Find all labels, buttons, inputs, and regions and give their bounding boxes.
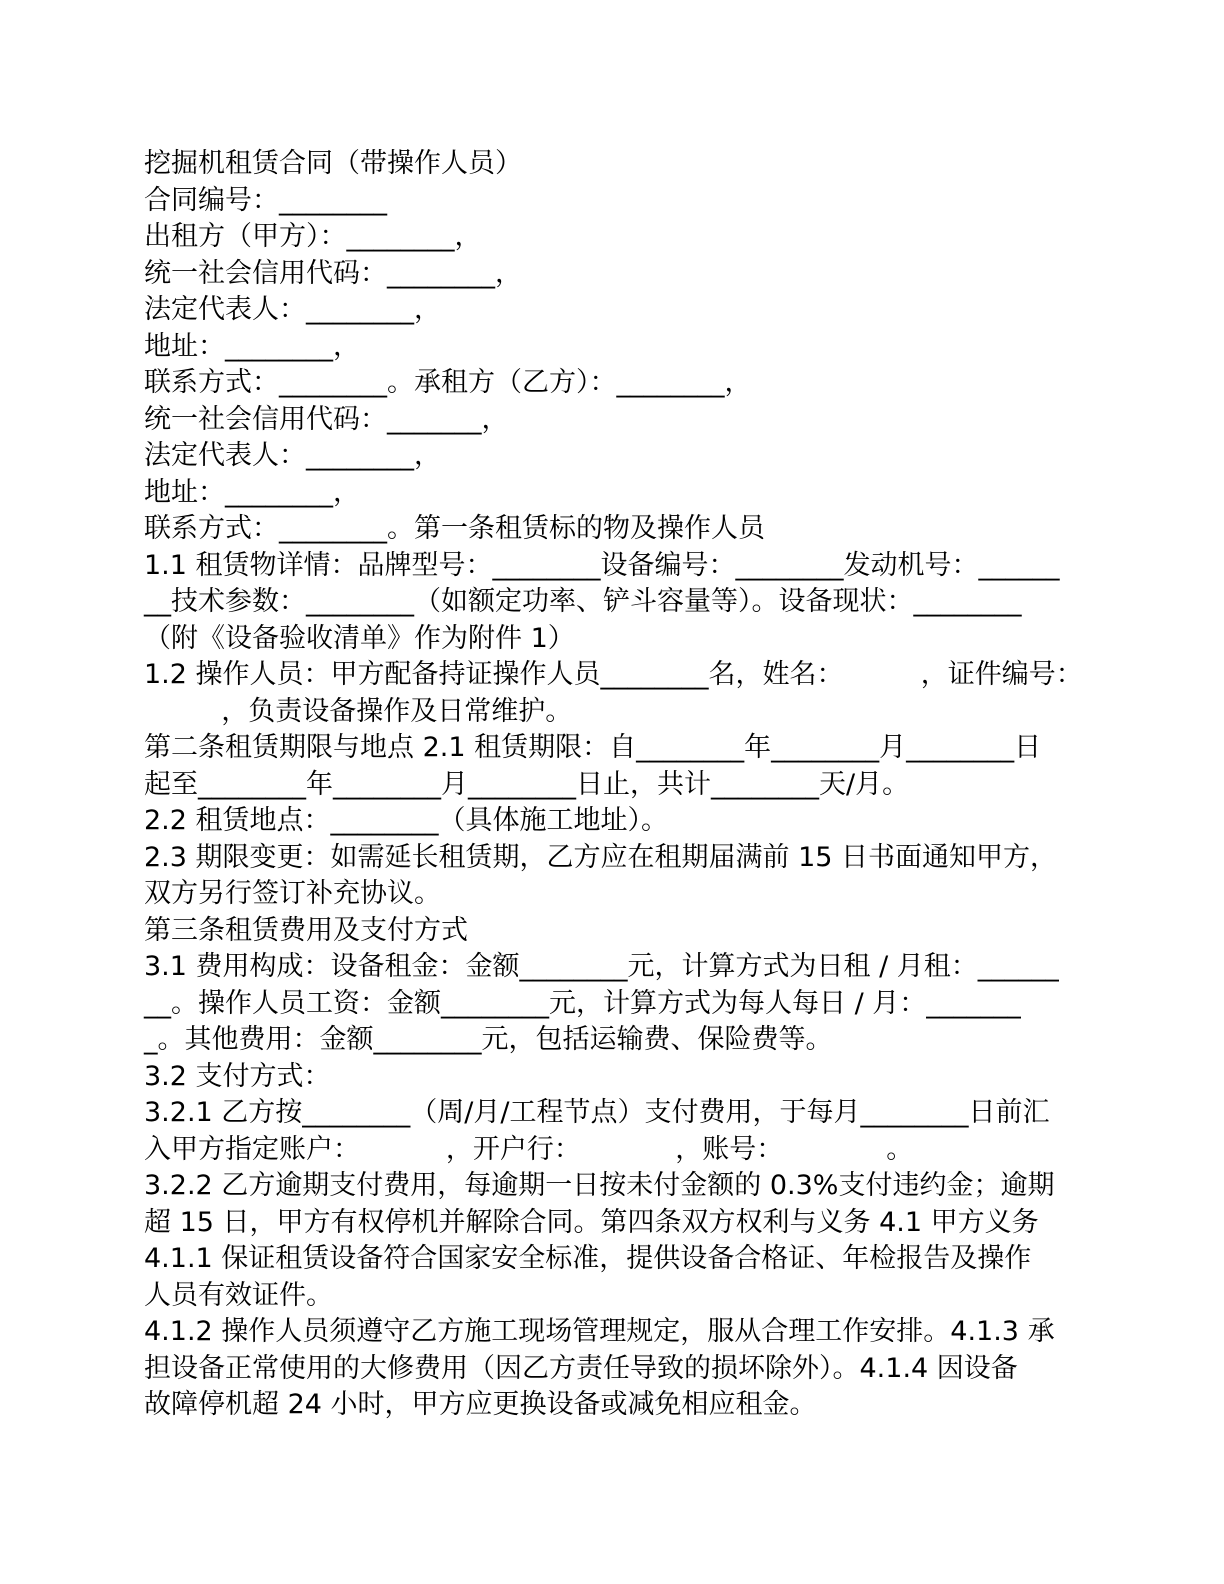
lessor-contact-lessee-line: 联系方式：________。承租方（乙方）：________， — [144, 367, 752, 398]
clause-3-2-heading: 3.2 支付方式： — [144, 1060, 331, 1092]
lessee-address-line: 地址：________， — [144, 476, 360, 508]
lessee-contact-article1-line: 联系方式：________。第一条租赁标的物及操作人员 — [144, 513, 765, 544]
article-2-line-2: 起至________年________月________日止，共计________天/月。 — [144, 768, 910, 800]
clause-3-2-1-line-2: 入甲方指定账户： ，开户行： ，账号： 。 — [144, 1133, 914, 1165]
clause-3-2-2-line-2: 超 15 日，甲方有权停机并解除合同。第四条双方权利与义务 4.1 甲方义务 — [144, 1206, 1039, 1238]
clause-3-2-1-line-1: 3.2.1 乙方按________（周/月/工程节点）支付费用，于每月________日前汇 — [144, 1097, 1050, 1128]
lessor-address-line: 地址：________， — [144, 330, 360, 362]
clause-3-1-line-1: 3.1 费用构成：设备租金：金额________元，计算方式为日租 / 月租：______ — [144, 951, 1059, 982]
clause-1-1-line-2: __技术参数：________（如额定功率、铲斗容量等）。设备现状：________ — [144, 586, 1022, 617]
document-title: 挖掘机租赁合同（带操作人员） — [144, 148, 522, 179]
clause-1-2-line-2: ，负责设备操作及日常维护。 — [144, 695, 573, 727]
lessee-legal-rep-line: 法定代表人：________， — [144, 440, 441, 471]
lessor-line: 出租方（甲方）：________， — [144, 221, 482, 252]
clause-4-1-1-line-2: 人员有效证件。 — [144, 1279, 333, 1311]
article-3-heading: 第三条租赁费用及支付方式 — [144, 914, 468, 946]
clause-2-3-line-2: 双方另行签订补充协议。 — [144, 878, 441, 909]
clause-3-2-2-line-1: 3.2.2 乙方逾期支付费用，每逾期一日按未付金额的 0.3%支付违约金；逾期 — [144, 1170, 1055, 1201]
clause-4-1-3-line-2: 担设备正常使用的大修费用（因乙方责任导致的损坏除外）。4.1.4 因设备 — [144, 1352, 1018, 1384]
contract-number-line: 合同编号：________ — [144, 184, 387, 216]
clause-2-2-line: 2.2 租赁地点：________（具体施工地址）。 — [144, 805, 669, 836]
clause-1-1-line-3: （附《设备验收清单》作为附件 1） — [144, 622, 575, 654]
clause-4-1-1-line-1: 4.1.1 保证租赁设备符合国家安全标准，提供设备合格证、年检报告及操作 — [144, 1243, 1032, 1274]
lessor-legal-rep-line: 法定代表人：________， — [144, 294, 441, 325]
article-2-line-1: 第二条租赁期限与地点 2.1 租赁期限：自________年________月________日 — [144, 732, 1042, 763]
clause-4-1-2-line-1: 4.1.2 操作人员须遵守乙方施工现场管理规定，服从合理工作安排。4.1.3 承 — [144, 1316, 1055, 1347]
lessee-credit-code-line: 统一社会信用代码：_______， — [144, 403, 509, 435]
lessor-credit-code-line: 统一社会信用代码：________， — [144, 257, 522, 289]
clause-2-3-line-1: 2.3 期限变更：如需延长租赁期，乙方应在租期届满前 15 日书面通知甲方， — [144, 841, 1058, 873]
document-body — [144, 146, 1090, 1424]
clause-1-2-line-1: 1.2 操作人员：甲方配备持证操作人员________名，姓名： ，证件编号： — [144, 659, 1083, 690]
clause-1-1-line-1: 1.1 租赁物详情：品牌型号：________设备编号：________发动机号：______ — [144, 549, 1060, 581]
clause-3-1-line-2: __。操作人员工资：金额________元，计算方式为每人每日 / 月：_______ — [144, 987, 1021, 1019]
clause-4-1-4-line-3: 故障停机超 24 小时，甲方应更换设备或减免相应租金。 — [144, 1389, 817, 1420]
clause-3-1-line-3: _。其他费用：金额________元，包括运输费、保险费等。 — [144, 1024, 833, 1055]
